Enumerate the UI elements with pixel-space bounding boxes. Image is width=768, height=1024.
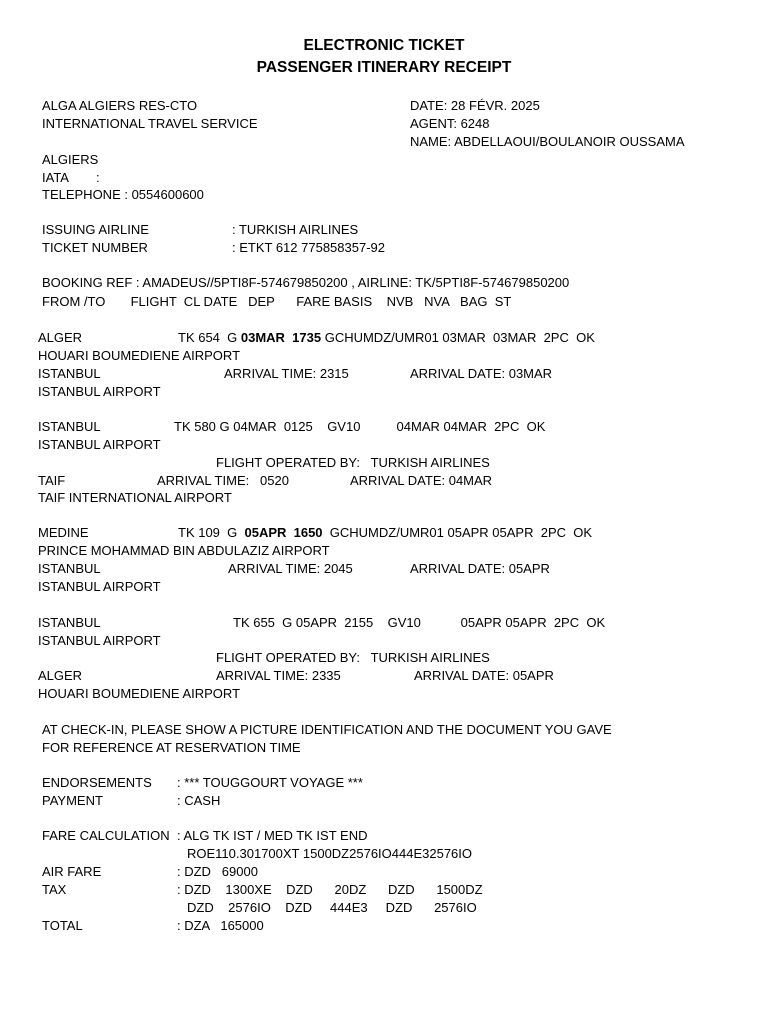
fare-calculation-roe: ROE110.301700XT 1500DZ2576IO444E32576IO	[187, 846, 473, 861]
iata-label: IATA	[42, 170, 69, 185]
issue-date: DATE: 28 FÉVR. 2025	[410, 98, 540, 113]
segment-1-fare-details: GCHUMDZ/UMR01 03MAR 03MAR 2PC OK	[321, 330, 595, 345]
segment-1-to-city: ISTANBUL	[38, 366, 101, 381]
document-subtitle: PASSENGER ITINERARY RECEIPT	[256, 59, 512, 76]
payment-value: : CASH	[177, 793, 221, 808]
segment-4-flight-line: TK 655 G 05APR 2155 GV10 05APR 05APR 2PC OK	[233, 615, 606, 630]
segment-4-arrival-date: ARRIVAL DATE: 05APR	[414, 668, 554, 683]
segment-2-arrival-date: ARRIVAL DATE: 04MAR	[350, 473, 493, 488]
agency-service: INTERNATIONAL TRAVEL SERVICE	[42, 116, 258, 131]
checkin-notice-line1: AT CHECK-IN, PLEASE SHOW A PICTURE IDENTIFICATION AND THE DOCUMENT YOU GAVE	[42, 722, 612, 737]
ticket-number-label: TICKET NUMBER	[42, 240, 148, 255]
segment-1-flight: TK 654 G	[178, 330, 241, 345]
passenger-name: NAME: ABDELLAOUI/BOULANOIR OUSSAMA	[410, 134, 685, 149]
segment-4-from-airport: ISTANBUL AIRPORT	[38, 633, 161, 648]
tax-label: TAX	[42, 882, 67, 897]
segment-1-flight-line	[178, 330, 595, 346]
segment-2-from-airport: ISTANBUL AIRPORT	[38, 437, 161, 452]
tax-line-1: : DZD 1300XE DZD 20DZ DZD 1500DZ	[177, 882, 483, 897]
ticket-number-value: : ETKT 612 775858357-92	[232, 240, 385, 255]
segment-4-from-city: ISTANBUL	[38, 615, 101, 630]
iata-separator: :	[96, 170, 100, 185]
agency-telephone: TELEPHONE : 0554600600	[42, 187, 204, 202]
segment-3-to-city: ISTANBUL	[38, 561, 101, 576]
total-value: : DZA 165000	[177, 918, 264, 933]
air-fare-value: : DZD 69000	[177, 864, 258, 879]
segment-2-flight-line: TK 580 G 04MAR 0125 GV10 04MAR 04MAR 2PC OK	[174, 419, 546, 434]
segment-3-arrival-date: ARRIVAL DATE: 05APR	[410, 561, 550, 576]
fare-calculation-value: : ALG TK IST / MED TK IST END	[177, 828, 368, 843]
segment-1-from-airport: HOUARI BOUMEDIENE AIRPORT	[38, 348, 241, 363]
segment-2-arrival-time: ARRIVAL TIME: 0520	[157, 473, 289, 488]
segment-2-operated-by: FLIGHT OPERATED BY: TURKISH AIRLINES	[216, 455, 490, 470]
endorsements-value: : *** TOUGGOURT VOYAGE ***	[177, 775, 363, 790]
segment-2-from-city: ISTANBUL	[38, 419, 101, 434]
segment-3-arrival-time: ARRIVAL TIME: 2045	[228, 561, 353, 576]
checkin-notice-line2: FOR REFERENCE AT RESERVATION TIME	[42, 740, 301, 755]
endorsements-label: ENDORSEMENTS	[42, 775, 152, 790]
issuing-airline-label: ISSUING AIRLINE	[42, 222, 149, 237]
agency-city: ALGIERS	[42, 152, 99, 167]
segment-1-from-city: ALGER	[38, 330, 83, 345]
segment-3-from-city: MEDINE	[38, 525, 89, 540]
segment-3-to-airport: ISTANBUL AIRPORT	[38, 579, 161, 594]
segment-3-date-dep: 05APR 1650	[244, 525, 323, 540]
segment-1-date-dep: 03MAR 1735	[240, 330, 322, 345]
payment-label: PAYMENT	[42, 793, 103, 808]
booking-ref: BOOKING REF : AMADEUS//5PTI8F-574679850200 , AIRLINE: TK/5PTI8F-574679850200	[42, 275, 570, 290]
segment-4-to-airport: HOUARI BOUMEDIENE AIRPORT	[38, 686, 241, 701]
segment-1-arrival-date: ARRIVAL DATE: 03MAR	[410, 366, 553, 381]
segment-3-fare-details: GCHUMDZ/UMR01 05APR 05APR 2PC OK	[322, 525, 593, 540]
segment-2-to-airport: TAIF INTERNATIONAL AIRPORT	[38, 490, 232, 505]
segment-4-to-city: ALGER	[38, 668, 83, 683]
segment-4-arrival-time: ARRIVAL TIME: 2335	[216, 668, 341, 683]
itinerary-column-headers: FROM /TO FLIGHT CL DATE DEP FARE BASIS NVB NVA BAG ST	[42, 294, 512, 309]
issuing-airline-value: : TURKISH AIRLINES	[232, 222, 359, 237]
segment-3-flight-line	[178, 525, 592, 541]
segment-3-from-airport: PRINCE MOHAMMAD BIN ABDULAZIZ AIRPORT	[38, 543, 330, 558]
segment-4-operated-by: FLIGHT OPERATED BY: TURKISH AIRLINES	[216, 650, 490, 665]
total-label: TOTAL	[42, 918, 83, 933]
agency-office: ALGA ALGIERS RES-CTO	[42, 98, 198, 113]
segment-1-to-airport: ISTANBUL AIRPORT	[38, 384, 161, 399]
tax-line-2: DZD 2576IO DZD 444E3 DZD 2576IO	[187, 900, 477, 915]
segment-3-flight: TK 109 G	[178, 525, 245, 540]
document-title: ELECTRONIC TICKET	[303, 37, 465, 54]
issue-agent: AGENT: 6248	[410, 116, 490, 131]
fare-calculation-label: FARE CALCULATION	[42, 828, 170, 843]
segment-1-arrival-time: ARRIVAL TIME: 2315	[224, 366, 349, 381]
air-fare-label: AIR FARE	[42, 864, 102, 879]
segment-2-to-city: TAIF	[38, 473, 66, 488]
